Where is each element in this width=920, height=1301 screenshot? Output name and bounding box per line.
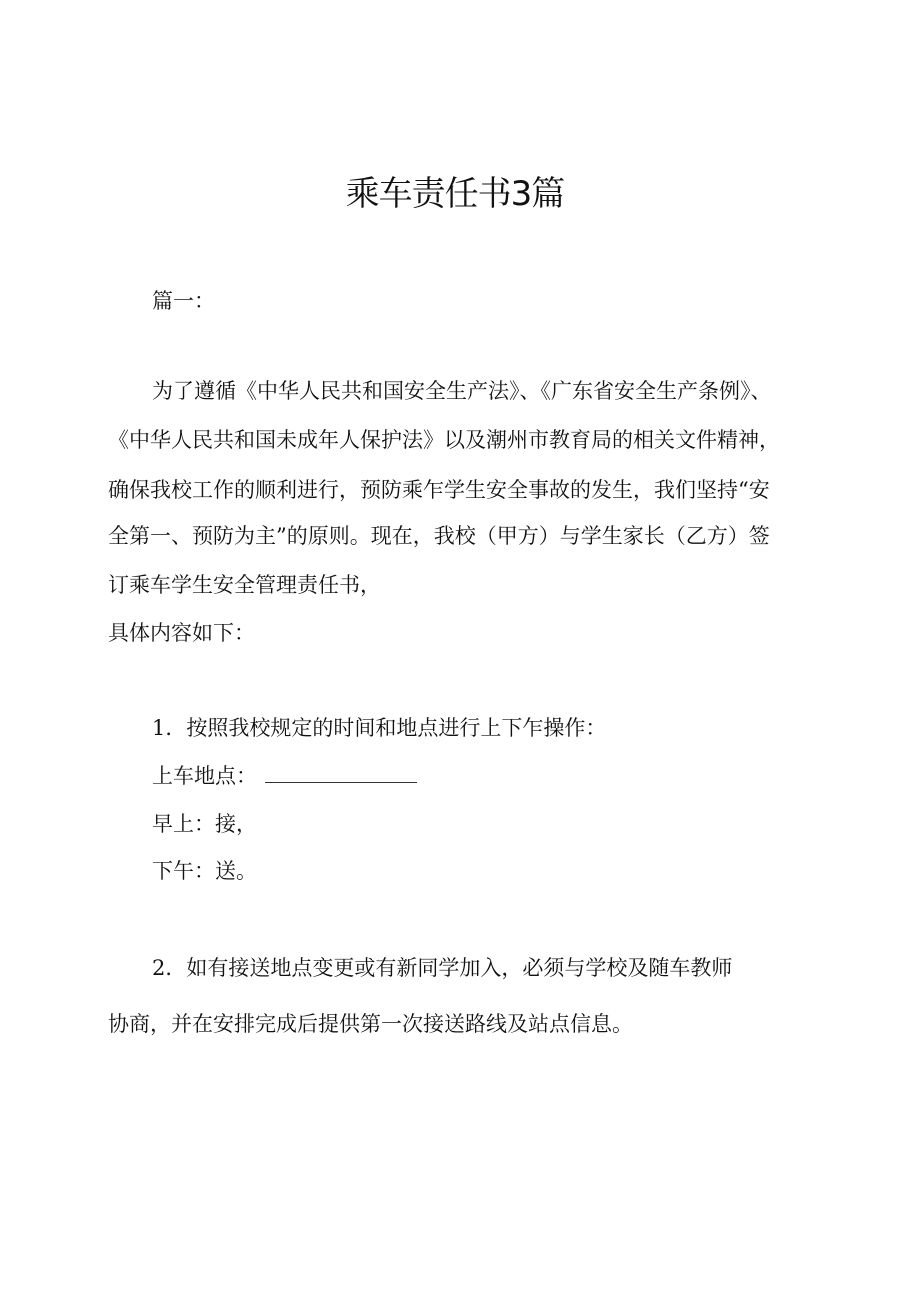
- afternoon-line: 下午：送。: [152, 859, 257, 883]
- pickup-location-label: 上车地点：: [152, 764, 257, 788]
- intro-line-6: 具体内容如下：: [108, 621, 255, 645]
- intro-line-5: 订乘车学生安全管理责任书，: [108, 573, 381, 597]
- intro-line-3: 确保我校工作的顺利进行，预防乘乍学生安全事故的发生，我们坚持“安: [108, 478, 770, 502]
- pickup-location-blank: [265, 764, 417, 783]
- item-2-line-2: 协商，并在安排完成后提供第一次接送路线及站点信息。: [108, 1012, 633, 1036]
- section-heading: 篇一：: [152, 289, 215, 313]
- intro-line-1: 为了遵循《中华人民共和国安全生产法》、《广东省安全生产条例》、: [152, 379, 772, 403]
- item-2-line-1: 2．如有接送地点变更或有新同学加入，必须与学校及随车教师: [152, 956, 733, 980]
- pickup-location-row: [152, 761, 417, 791]
- intro-line-4: 全第一、预防为主”的原则。现在，我校（甲方）与学生家长（乙方）签: [108, 524, 770, 548]
- intro-line-2: 《中华人民共和国未成年人保护法》以及潮州市教育局的相关文件精神，: [108, 428, 780, 452]
- item-1-heading: 1．按照我校规定的时间和地点进行上下乍操作：: [152, 716, 607, 740]
- document-title: 乘车责任书3篇: [345, 174, 565, 214]
- morning-line: 早上：接，: [152, 812, 257, 836]
